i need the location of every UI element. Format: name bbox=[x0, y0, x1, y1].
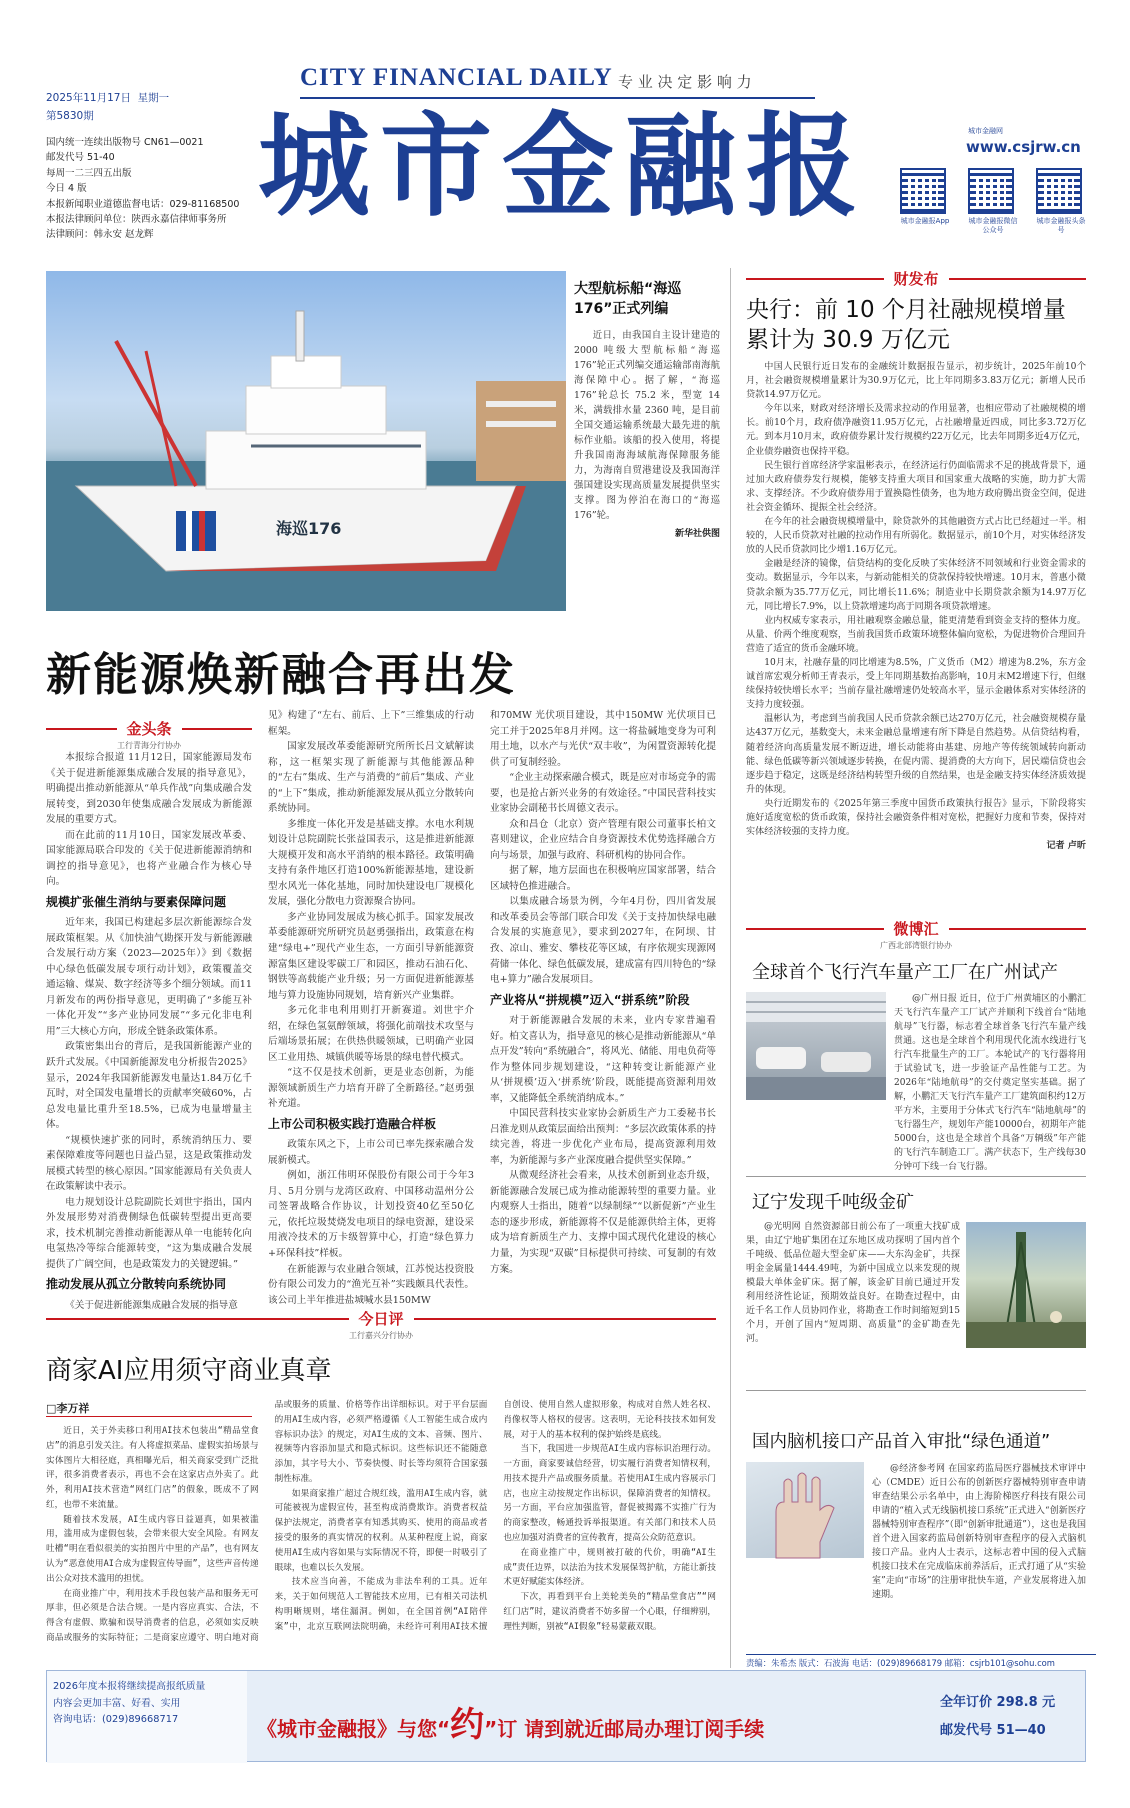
story4-body: @经济参考网 在国家药监局医疗器械技术审评中心（CMDE）近日公布的创新医疗器械特别审查申请审查结果公示名单中，由上海阶梯医疗科技有限公司申请的“植入式无线脑机接口系统”正式进入“创新医疗器械特别审查程序”（即“创新审批通道”），这也是我国首个进入国家药监局创新特别审查程序的侵入式脑机接口产品。业内人士表示，这标志着中国的侵入式脑机接口技术在完成临床前养活后，正式打通了从“实验室”走向“市场”的注册审批快车道，产业发展将进入加速期。 bbox=[872, 1464, 1086, 1601]
lead-col-2: 见》构建了“左右、前后、上下”三维集成的行动框架。 国家发展改革委能源研究所所长吕文斌解读称，这一框架实现了新能源与其他能源品种的“左右”集成、生产与消费的“前后”集成、产业的“上下”集成，推动新能源发展从孤立分散转向系统协同。 多维度一体化开发是基础支撑。水电水利规划设计总院副院长张益国表示，这是推进新能源大规模开发和高水平消纳的根本路径。政策明确支持有条件地区打造100%新能源基地，建设新型水风光一体化基地，同时加快建设电厂规模化发展，强化分散电力资源聚合协同。 多产业协同发展成为核心抓手。国家发展改革委能源研究所研究员赵勇强指出，政策意在构建“绿电+”现代产业生态，一方面引导新能源资源富集区建设零碳工厂和园区，推动石油石化、钢铁等高载能产业升级；另一方面促进新能源基地与算力设施协同规划，培育新兴产业集群。 多元化非电利用则打开新赛道。刘世宇介绍，在绿色氢氨醇领域，将强化前端技术攻坚与后端场景拓展；在供热供暖领域，已明确产业园区工业用热、城镇供暖等场景的绿电替代模式。 “这不仅是技术创新，更是业态创新，为能源领域新质生产力培育开辟了全新路径。”赵勇强补充道。 上市公司积极实践打造融合样板 政策东风之下，上市公司已率先探索融合发展新模式。 例如，浙江伟明环保股份有限公司于今年3月、5月分别与龙湾区政府、中国移动温州分公司签署战略合作协议，计划投资40亿至50亿元，依托垃圾焚烧发电项目的绿电资源，建设采用液冷技术的万卡级智算中心，打造“绿色算力+环保科技”样板。 在新能源与农业融合领域，江苏悦达投资股份有限公司发力的“渔光互补”实践颇具代表性。该公司上半年推进盐城喊水县150MW bbox=[268, 710, 474, 1306]
qr-toutiao[interactable]: 城市金融报头条号 bbox=[1036, 168, 1086, 235]
page-footer-credits: 责编：朱希杰 版式：石波海 电话：(029)89668179 邮箱：csjrb101@sohu.com bbox=[746, 1654, 1096, 1669]
lead-section-label: 金头条 工行青海分行协办 bbox=[46, 718, 252, 751]
lead-subhead-3: 上市公司积极实践打造融合样板 bbox=[268, 1116, 437, 1131]
commentary-section-label: 今日评 工行嘉兴分行协办 bbox=[46, 1308, 716, 1341]
issue-number: 第5830期 bbox=[46, 109, 94, 122]
right-section-1: 财发布 bbox=[746, 268, 1086, 289]
photo-credit: 新华社供图 bbox=[674, 529, 720, 540]
separator bbox=[746, 1390, 1086, 1391]
masthead-info: 国内统一连续出版物号 CN61—0021 邮发代号 51-40 每周一二三四五出版 今日 4 版 本报新闻职业道德监督电话：029-81168500 本报法律顾问单位：陕西永嘉信律师事务所 法律顾问：韩永安 赵龙辉 bbox=[46, 137, 240, 241]
masthead-meta bbox=[46, 90, 256, 126]
lead-col-1: 本报综合报道 11月12日，国家能源局发布《关于促进新能源集成融合发展的指导意见》，明确提出推动新能源从“单兵作战”向集成融合发展转变，到2030年使集成融合发展成为新能源发展的重要方式。 而在此前的11月10日，国家发展改革委、国家能源局联合印发的《关于促进新能源消纳和调控的指导意见》，也将产业融合作为核心导向。 规模扩张催生消纳与要素保障问题 近年来，我国已构建起多层次新能源综合发展政策框架。从《加快油气勘探开发与新能源融合发展行动方案（2023—2025年）》到《数据中心绿色低碳发展专项行动计划》，政策覆盖交通运输、煤炭、数字经济等多个细分领域。而11月新发布的两份指导意见，更明确了“多能互补一体化开发”“多产业协同发展”“多元化非电利用”三大核心方向，形成全链条政策体系。 政策密集出台的背后，是我国新能源产业的跃升式发展。《中国新能源发电分析报告2025》显示，2024年我国新能源发电量达1.84万亿千瓦时，对全国发电量增长的贡献率突破60%，占总发电量比重升至18.5%，已成为电量增量主体。 “规模快速扩张的同时，系统消纳压力、要素保障难度等问题也日益凸显，这是政策推动发展模式转型的核心原因。”国家能源局有关负责人在政策解读中表示。 电力规划设计总院副院长刘世宇指出，国内外发展形势对消费侧绿色低碳转型提出更高要求，技术机制完善推动新能源从单一电能转化向电氢热冷等综合能源转变，“这为集成融合发展提供了广阔空间，也是政策发力的关键逻辑。” 推动发展从孤立分散转向系统协同 《关于促进新能源集成融合发展的指导意 bbox=[46, 752, 252, 1311]
qr-wechat[interactable]: 城市金融报微信公众号 bbox=[968, 168, 1018, 235]
ad-left-box: 2026年度本报将继续提高报纸质量 内容会更加丰富、好看、实用 咨询电话：(029)89668717 bbox=[47, 1671, 247, 1763]
story2-headline: 全球首个飞行汽车量产工厂在广州试产 bbox=[752, 962, 1058, 983]
commentary-headline: 商家AI应用须守商业真章 bbox=[46, 1356, 332, 1386]
slogan: 专 业 决 定 影 响 力 bbox=[618, 73, 752, 91]
qr-code-icon bbox=[968, 168, 1014, 214]
qr-app[interactable]: 城市金融报App bbox=[900, 168, 950, 235]
story4-headline: 国内脑机接口产品首入审批“绿色通道” bbox=[752, 1432, 1051, 1452]
site-label: 城市金融网 bbox=[968, 127, 1003, 135]
ship-illustration bbox=[46, 271, 566, 611]
qr-code-icon bbox=[1036, 168, 1082, 214]
story1-headline: 央行：前 10 个月社融规模增量累计为 30.9 万亿元 bbox=[746, 297, 1066, 353]
lead-subhead-2: 推动发展从孤立分散转向系统协同 bbox=[46, 1277, 227, 1292]
ship-photo bbox=[46, 271, 566, 611]
ad-main-text: 《城市金融报》与您“约”订 请到就近邮局办理订阅手续 bbox=[257, 1705, 765, 1745]
story1-body: 中国人民银行近日发布的金融统计数据报告显示，初步统计，2025年前10个月，社会融资规模增量累计为30.9万亿元，比上年同期多3.83万亿元；新增人民币贷款14.97万亿元。 今年以来，财政对经济增长及需求拉动的作用显著，也相应带动了社融规模的增长。前10个月，政府债净融资11.95万亿元，占社融增量近四成，同比多3.72万亿元。到本月10月末，政府债券累计发行规模约22万亿元，比去年同期多近4万亿元，企业债券融资也保持平稳。 民生银行首席经济学家温彬表示，在经济运行仍面临需求不足的挑战背景下，通过加大政府债券发行规模，能够支持重大项目和国家重大战略的实施，助力扩大需求、支撑经济。不少政府债券用于置换隐性债务，也为地方政府腾出资金空间，促进社会资金循环、提振全社会经济。 在今年的社会融资规模增量中，除贷款外的其他融资方式占比已经超过一半。相较的，人民币贷款对社融的拉动作用有所弱化。数据显示，前10个月，对实体经济发放的人民币贷款同比少增1.16万亿元。 金融是经济的镜像，信贷结构的变化反映了实体经济不同领域和行业资金需求的变动。数据显示，今年以来，与新动能相关的贷款保持较快增速。10月末，普惠小微贷款余额为35.77万亿元，同比增长11.6%；制造业中长期贷款余额为14.97万亿元，同比增长7.9%，以上贷款增速均高于同期各项贷款增速。 业内权威专家表示，用社融观察金融总量，能更清楚看到资金支持的整体力度。从量、价两个维度观察，当前我国货币政策环境整体偏向宽松，为促进物价合理回升营造了适宜的货币金融环境。 10月末，社融存量的同比增速为8.5%，广义货币（M2）增速为8.2%，东方金诚首席宏观分析师王青表示，受上年同期基数抬高影响，10月末M2增速下行，但继续保持较快增长水平；当前存量社融增速仍处较高水平，显示金融体系对实体经济的支持力度较强。 温彬认为，考虑到当前我国人民币贷款余额已达270万亿元，社会融资规模存量达437万亿元，基数变大，未来金融总量增速有所下降是自然趋势。从信贷结构看，随着经济向高质量发展不断迈进，增长动能将由基建、房地产等传统领域转向新动能、绿色低碳等新兴领域逐步转换，在促内需、提消费的大方向下，居民端信贷也会逐步趋于稳定，这既是经济结构转型升级的自然结果，也是金融支持实体经济质效提升的体现。 央行近期发布的《2025年第三季度中国货币政策执行报告》显示，下阶段将实施好适度宽松的货币政策，保持社会融资条件相对宽松，把握好力度和节奏，保持对实体经济较强的支持力度。 记者 卢昕 bbox=[746, 360, 1086, 910]
column-divider bbox=[730, 268, 731, 1668]
hand-illustration bbox=[746, 1462, 864, 1558]
en-title: CITY FINANCIAL DAILY bbox=[300, 64, 613, 91]
commentary-author: □李万祥 bbox=[46, 1402, 90, 1415]
ship-hull-label: 海巡176 bbox=[276, 519, 342, 538]
lead-subhead-4: 产业将从“拼规模”迈入“拼系统”阶段 bbox=[490, 992, 690, 1007]
ad-yue: 约 bbox=[450, 1705, 485, 1745]
photo-story-body: 近日，由我国自主设计建造的 2000 吨级大型航标船“海巡 176”轮正式列编交通运输部南海航海保障中心。据了解，“海巡 176”轮总长 75.2 米，型宽 14 米，满载排水量 2360 吨，是目前全国交通运输系统最大最先进的航标作业船。该船的投入使用，将提升我国南海海域航海保障服务能力，为海南自贸港建设及我国海洋强国建设实现高质量发展提供坚实支撑。图为停泊在海口的“海巡 176”轮。 bbox=[574, 329, 720, 522]
lead-headline: 新能源焕新融合再出发 bbox=[46, 648, 517, 701]
gold-mine-photo bbox=[966, 1222, 1086, 1348]
story3-headline: 辽宁发现千吨级金矿 bbox=[752, 1192, 914, 1213]
qr-code-icon bbox=[900, 168, 946, 214]
commentary-body: 近日，关于外卖移口利用AI技术包装出“精品堂食店”的消息引发关注。有人将虚拟菜品、虚假实拍场景与实体图片大相径庭，真相曝光后，相关商家受到广泛批评，很多消费者表示，再也不会在这家店点外卖了。此外，利用AI技术营造“网红门店”的假象，既成不了网红，也带不来流量。 随着技术发展，AI生成内容日益逼真，如果被滥用，滥用成为虚假包装，会带来很大安全风险。有网友吐槽“明在看似很美的实拍图片中里的产品”，也有网友认为“恶意使用AI合成为虚假宣传导面”，这些声音传递出公众对技术滥用的担忧。 在商业推广中，利用技术手段包装产品和服务无可厚非，但必须是合法合规。一是内容应真实、合法，不得含有虚假、欺骗和误导消费者的信息，必须如实反映商品或服务的实际特征；二是商家应遵守、明白地对商品或服务的质量、价格等作出详细标识。对于平台层面的用AI生成内容，必须严格遵循《人工智能生成合成内容标识办法》的规定，对AI生成的文本、音频、图片、视频等内容添加显式和隐式标识。这些标识还不能随意添加，其字号大小、节奏快慢、时长等均须符合国家强制性标准。 如果商家推广超过合规红线，滥用AI生成内容，就可能被视为虚假宣传，甚至构成消费欺诈。消费者权益保护法规定，消费者享有知悉其购买、使用的商品或者接受的服务的真实情况的权利。从某种程度上说，商家使用AI生成内容如果与实际情况不符，即便一时吸引了眼球，也难以长久发展。 技术应当向善，不能成为非法牟利的工具。近年来，关于如何规范人工智能技术应用，已有相关司法机构明晰规则，堵住漏洞。例如，在全国首例“AI陪伴案”中，北京互联网法院明确，未经许可利用AI技术擅自创设、使用自然人虚拟形象，构成对自然人姓名权、肖像权等人格权的侵害。这表明，无论科技技术如何发展，对于人的基本权利的保护始终是底线。 当下，我国进一步规范AI生成内容标识治理行动。一方面，商家要诚信经营，切实履行消费者知情权利，用技术提升产品或服务质量。若使用AI生成内容展示门店，也应主动按规定作出标识，保障消费者的知情权。另一方面，平台应加强监管，督促被揭露不实推广行为的商家整改，畅通投诉举报渠道。有关部门和技术人员也应加强对消费者的宣传教育，提高公众防范意识。 在商业推广中，规则被打破的代价，明确“AI生成”责任边界，以法治为技术发展保驾护航，方能让新技术更好赋能实体经济。 下次，再看到平台上美轮美奂的“精品堂食店”“网红门店”时，建议消费者不妨多留一个心眼，仔细辨别，理性判断，别被“AI假象”轻易蒙蔽双眼。 bbox=[46, 1400, 716, 1643]
issue-date: 2025年11月17日 bbox=[46, 92, 131, 104]
factory-illustration bbox=[746, 992, 886, 1100]
subscription-ad[interactable] bbox=[46, 1670, 1086, 1762]
brain-interface-photo bbox=[746, 1462, 864, 1558]
weekday: 星期一 bbox=[137, 92, 170, 104]
lead-subhead-1: 规模扩张催生消纳与要素保障问题 bbox=[46, 894, 227, 909]
ad-price: 全年订价 298.8 元 bbox=[940, 1695, 1056, 1710]
drill-rig-illustration bbox=[966, 1222, 1086, 1348]
qr-group bbox=[900, 168, 1086, 235]
masthead-rule bbox=[300, 97, 815, 99]
lead-col-3: 和70MW 光伏项目建设，其中150MW 光伏项目已完工并于2025年8月并网。这一将盐碱地变身为可利用土地，以水产与光伏“双丰收”，为闲置资源转化提供了可复制经验。 “企业主动探索融合模式，既是应对市场竞争的需要，也是抢占新兴业务的有效途径。”中国民营科技实业家协会副秘书长周德文表示。 众和昌仓（北京）资产管理有限公司董事长柏文喜则建议，企业应结合自身资源技术优势选择融合方向与场景，加强与政府、科研机构的协同合作。 据了解，地方层面也在积极响应国家部署，结合区域特色推进融合。 以集成融合场景为例，今年4月份，四川省发展和改革委员会等部门联合印发《关于支持加快绿电融合发展的实施意见》，要求到2027年，在阿坝、甘孜、凉山、雅安、攀枝花等区域，有序依规实现源网荷储一体化、绿色低碳发展，建成富有四川特色的“绿电+算力”融合发展项目。 产业将从“拼规模”迈入“拼系统”阶段 对于新能源融合发展的未来，业内专家普遍看好。柏文喜认为，指导意见的核心是推动新能源从“单点开发”转向“系统融合”，将风光、储能、用电负荷等作为整体同步规划建设，“这种转变让新能源产业从‘拼规模’迈入‘拼系统’阶段，既能提高资源利用效率，又能降低全系统消纳成本。” 中国民营科技实业家协会新质生产力工委秘书长吕淮龙则从政策层面给出预判：“多层次政策体系的持续完善，将进一步优化产业布局，提高资源利用效率，为新能源与多产业深度融合提供坚实保障。” 从微观经济社会看来，从技术创新到业态升级，新能源融合发展已成为推动能源转型的重要力量。业内观察人士指出，随着“以绿制绿”“以新促新”产业生态的逐步形成，新能源将不仅是能源供给主体，更将成为培育新质生产力、支撑中国式现代化建设的核心力量，为实现“双碳”目标提供可持续、可复制的有效方案。 bbox=[490, 710, 716, 1275]
photo-caption-box bbox=[566, 271, 724, 611]
newspaper-title: 城市金融报 bbox=[258, 101, 868, 232]
story1-author: 记者 卢昕 bbox=[1046, 841, 1086, 852]
separator bbox=[746, 1176, 1086, 1177]
right-section-2: 微博汇 广西北部湾银行协办 bbox=[746, 918, 1086, 951]
story3-body: @光明网 自然资源部日前公布了一项重大找矿成果，由辽宁地矿集团在辽东地区成功探明了国内首个千吨级、低品位超大型金矿床——大东沟金矿，共探明金金属量1444.49吨，为新中国成立以来发现的规模最大单体金矿床。据了解，该金矿目前已通过开发利用经济性论证，预期效益良好。在勘查过程中，由近千名工作人员协同作业，将勘查工作时间缩短到15个月，开创了国内“短周期、高质量”的金矿勘查先河。 bbox=[746, 1222, 960, 1345]
ad-code: 邮发代号 51—40 bbox=[940, 1723, 1046, 1738]
story2-body: @广州日报 近日，位于广州黄埔区的小鹏汇天飞行汽车量产工厂试产并顺利下线首台“陆地航母”飞行器，标志着全球首条飞行汽车量产线贯通。这也是全球首个利用现代化流水线进行飞行汽车批量生产的工厂。本轮试产的飞行器将用于试验试飞，进一步验证产品性能与工艺。为2026年“陆地航母”的交付奠定坚实基础。据了解，小鹏汇天飞行汽车量产工厂建筑面积约12万平方米，主要用于分体式飞行汽车“陆地航母”的飞行器生产，规划年产能10000台，初期年产能5000台，这也是全球首个具备“万辆级”年产能的飞行汽车制造工厂。满产状态下，生产线每30分钟可下线一台飞行器。 bbox=[894, 994, 1086, 1173]
photo-story-title: 大型航标船“海巡176”正式列编 bbox=[574, 281, 682, 318]
flying-car-photo bbox=[746, 992, 886, 1100]
site-url[interactable]: www.csjrw.cn bbox=[966, 138, 1081, 156]
